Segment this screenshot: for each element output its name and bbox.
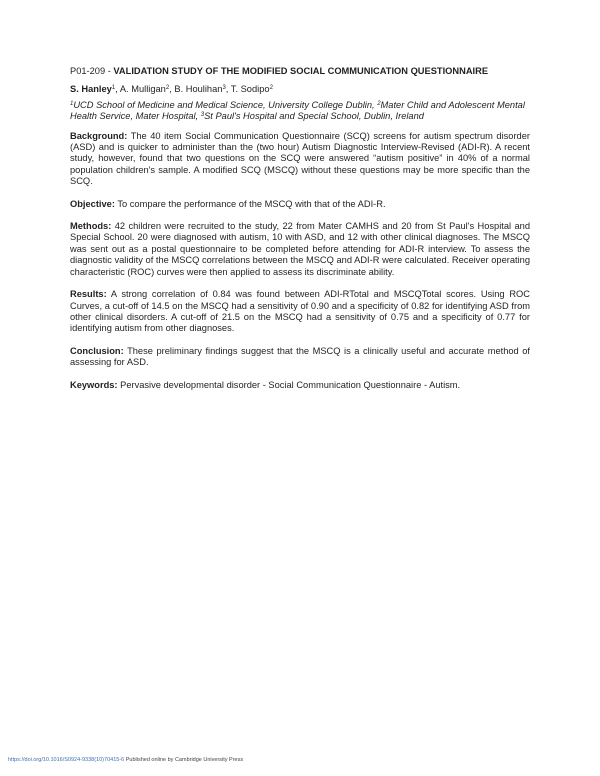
abstract-title: VALIDATION STUDY OF THE MODIFIED SOCIAL COMMUNICATION QUESTIONNAIRE xyxy=(113,66,489,76)
author-separator: , xyxy=(169,84,175,95)
section-label: Objective: xyxy=(70,198,115,209)
keywords-section xyxy=(70,380,530,391)
author-separator: , xyxy=(115,84,120,95)
results-section xyxy=(70,289,530,335)
section-text: These preliminary findings suggest that the MSCQ is a clinically useful and accurate method of assessing for ASD. xyxy=(70,345,530,368)
doi-link[interactable]: https://doi.org/10.1016/S0924-9338(10)70415-6 xyxy=(8,757,125,763)
affiliation-text: St Paul's Hospital and Special School, Dublin, Ireland xyxy=(204,111,424,122)
section-text: To compare the performance of the MSCQ with that of the ADI-R. xyxy=(114,198,386,209)
author-name: S. Hanley xyxy=(70,84,112,95)
section-text: The 40 item Social Communication Questionnaire (SCQ) screens for autism spectrum disorder (ASD) and is quicker to administer than the (two hour) Autism Diagnostic Interview-Revised (ADI-R). A recent study, however, found that two questions on the SCQ were answered “autism positive” in 40% of a normal population children's sample. A modified SCQ (MSCQ) without these questions may be more specific than the SCQ. xyxy=(70,130,530,187)
section-text: 42 children were recruited to the study, 22 from Mater CAMHS and 20 from St Paul's Hospital and Special School. 20 were diagnosed with autism, 10 with ASD, and 12 with other clinical diagnoses. The MSCQ was sent out as a postal questionnaire to be completed before attending for ADI-R interview. To assess the diagnostic validity of the MSCQ correlations between the MSCQ and ADI-R were calculated. Receiver operating characteristic (ROC) curves were then applied to assess its discriminate ability. xyxy=(70,221,530,277)
objective-section xyxy=(70,199,530,210)
affiliation-mark: 1 xyxy=(70,100,74,107)
section-label: Keywords: xyxy=(70,379,118,390)
section-label: Methods: xyxy=(70,221,112,232)
author-name: B. Houlihan xyxy=(174,84,223,95)
affiliation-text: Mater Child and Adolescent Mental Health Service, Mater Hospital, xyxy=(70,99,525,122)
section-label: Results: xyxy=(70,289,107,300)
background-section xyxy=(70,131,530,188)
abstract-code: P01-209 - xyxy=(70,66,114,76)
section-label: Background: xyxy=(70,130,128,141)
affiliation-mark: 3 xyxy=(200,112,205,119)
author-affiliation-mark: 2 xyxy=(165,85,170,92)
conclusion-section xyxy=(70,346,530,369)
affiliation-text: UCD School of Medicine and Medical Science, University College Dublin, xyxy=(73,99,378,110)
author-separator: , xyxy=(225,84,231,95)
section-text: Pervasive developmental disorder - Social Communication Questionnaire - Autism. xyxy=(117,379,461,390)
page-footer xyxy=(8,757,243,763)
affiliation-mark: 2 xyxy=(377,100,381,107)
section-label: Conclusion: xyxy=(70,345,124,356)
author-name: T. Sodipo xyxy=(230,84,270,95)
affiliations xyxy=(70,100,530,123)
methods-section xyxy=(70,221,530,278)
author-affiliation-mark: 3 xyxy=(222,85,226,92)
author-affiliation-mark: 1 xyxy=(111,85,116,92)
abstract-heading xyxy=(70,66,530,77)
author-affiliation-mark: 2 xyxy=(269,85,273,92)
author-list xyxy=(70,84,530,95)
section-text: A strong correlation of 0.84 was found between ADI-RTotal and MSCQTotal scores. Using ROC Curves, a cut-off of 14.5 on the MSCQ had a sensitivity of 0.90 and a specificity of 0.82 for identifying ASD from other clinical disorders. A cut-off of 21.5 on the MSCQ had a sensitivity of 0.75 and a specificity of 0.77 for identifying autism from other diagnoses. xyxy=(70,289,530,334)
abstract-page xyxy=(70,66,530,402)
author-name: A. Mulligan xyxy=(119,84,166,95)
publisher-note: Published online by Cambridge University Press xyxy=(124,757,244,763)
